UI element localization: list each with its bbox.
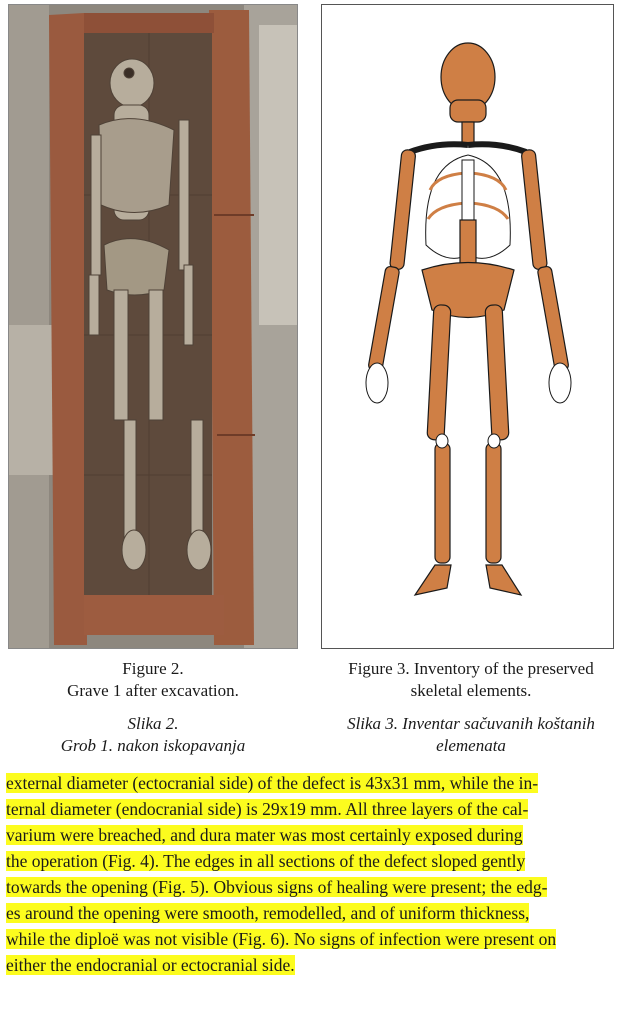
cervical-spine [462, 122, 474, 144]
right-clavicle [468, 144, 526, 152]
body-line: while the diploë was not visible (Fig. 6). No signs of infection were present on [6, 929, 557, 949]
left-humerus [389, 149, 415, 270]
right-forearm [537, 266, 569, 372]
body-line: ternal diameter (endocranial side) is 29x19 mm. All three layers of the cal- [6, 799, 529, 819]
right-tibia [486, 443, 501, 563]
right-patella [488, 434, 500, 448]
figure-2-caption [8, 658, 298, 757]
body-line: es around the opening were smooth, remodelled, and of uniform thickness, [6, 903, 530, 923]
figure-3-caption [316, 658, 626, 757]
body-line: the operation (Fig. 4). The edges in all sections of the defect sloped gently [6, 851, 526, 871]
skeleton-inventory-figure [321, 4, 614, 649]
right-femur [485, 305, 509, 441]
left-patella [436, 434, 448, 448]
figure-3-caption-en-line-2: skeletal elements. [410, 681, 532, 700]
body-line: either the endocranial or ectocranial side. [6, 955, 295, 975]
skeleton-diagram [322, 5, 614, 649]
figure-3-caption-sl-line-2: elemenata [436, 736, 506, 755]
left-clavicle [410, 144, 468, 152]
body-line: varium were breached, and dura mater was most certainly exposed during [6, 825, 523, 845]
right-hand [549, 363, 571, 403]
figure-2-caption-sl-line-2: Grob 1. nakon iskopavanja [60, 736, 246, 755]
grave-photo [8, 4, 298, 649]
figure-2-caption-en-line-1: Figure 2. [122, 659, 184, 678]
figure-3-caption-en-line-1: Figure 3. Inventory of the preserved [348, 659, 594, 678]
left-hand [366, 363, 388, 403]
mandible [450, 100, 486, 122]
sternum [462, 160, 474, 220]
left-femur [427, 305, 451, 441]
body-line: towards the opening (Fig. 5). Obvious signs of healing were present; the edg- [6, 877, 548, 897]
grave-photo-drawing [9, 5, 298, 649]
body-paragraph [6, 770, 618, 978]
right-humerus [521, 149, 547, 270]
figure-2-caption-sl-line-1: Slika 2. [127, 714, 179, 733]
right-foot [486, 565, 521, 595]
body-line: external diameter (ectocranial side) of the defect is 43x31 mm, while the in- [6, 773, 539, 793]
left-forearm [368, 266, 400, 372]
figure-2-caption-en-line-2: Grave 1 after excavation. [67, 681, 239, 700]
left-tibia [435, 443, 450, 563]
left-foot [415, 565, 451, 595]
figure-3-caption-sl-line-1: Slika 3. Inventar sačuvanih koštanih [347, 714, 595, 733]
